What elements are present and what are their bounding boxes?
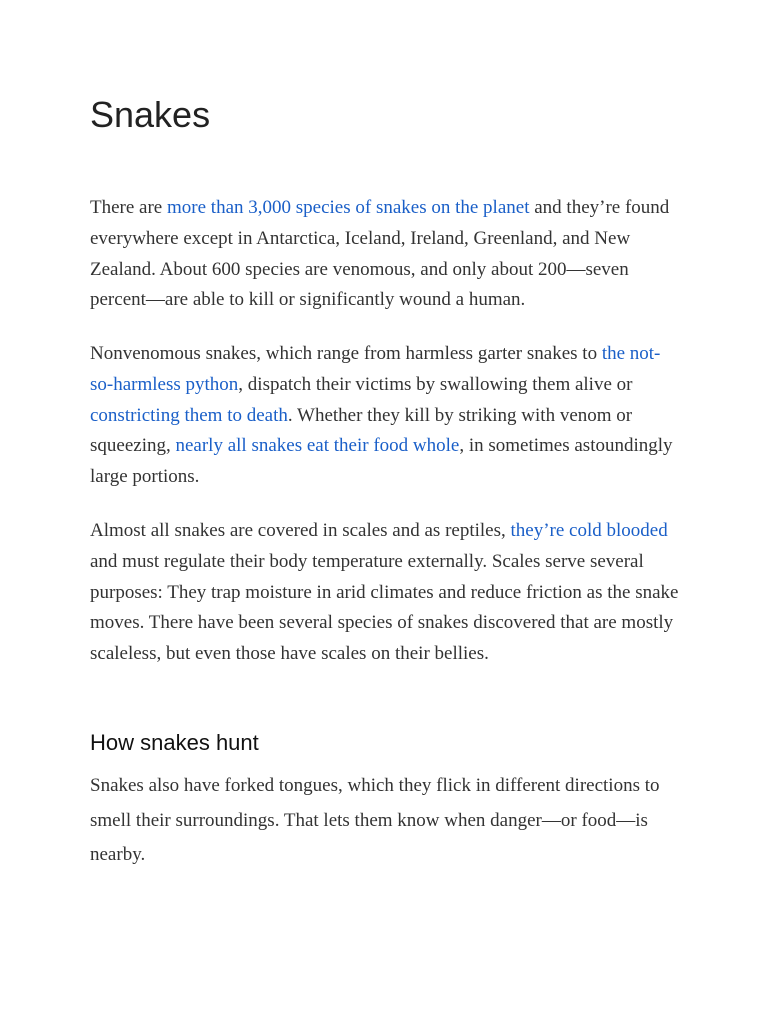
paragraph-intro [90,193,680,316]
paragraph-text: and they’re found everywhere except in Antarctica, Iceland, Ireland, Greenland, and New Zealand. About 600 species are venomous, and only about 200—seven percent—are able to kill or significantly wound a human. [90,197,670,311]
paragraph-text: Nonvenomous snakes, which range from harmless garter snakes to [90,343,602,364]
section-heading: How snakes hunt [90,730,259,755]
link-cold-blooded[interactable]: they’re cold blooded [510,520,668,541]
paragraph-text: , in sometimes astoundingly large portions. [90,435,673,488]
paragraph-nonvenomous [90,339,680,493]
paragraph-text: Almost all snakes are covered in scales and as reptiles, [90,520,511,541]
link-constricting[interactable]: constricting them to death [90,404,288,426]
paragraph-scales [90,516,680,670]
link-python[interactable]: the not-so-harmless python [90,343,661,395]
link-species-count[interactable]: more than 3,000 species of snakes on the planet [167,197,530,218]
paragraph-hunting [90,769,680,873]
page-title: Snakes [90,94,211,135]
paragraph-text: and must regulate their body temperature externally. Scales serve several purposes: They trap moisture in arid climates and reduce friction as the snake moves. There have been several species of snakes discovered that are mostly scaleless, but even those have scales on their bellies. [90,550,679,665]
paragraph-text: . Whether they kill by striking with venom or squeezing, [90,404,633,457]
paragraph-text: , dispatch their victims by swallowing them alive or [238,373,633,395]
paragraph-text: Snakes also have forked tongues, which they flick in different directions to smell their surroundings. That lets them know when danger—or food—is nearby. [90,775,660,865]
link-eat-whole[interactable]: nearly all snakes eat their food whole [175,435,460,457]
paragraph-text: There are [90,197,167,218]
